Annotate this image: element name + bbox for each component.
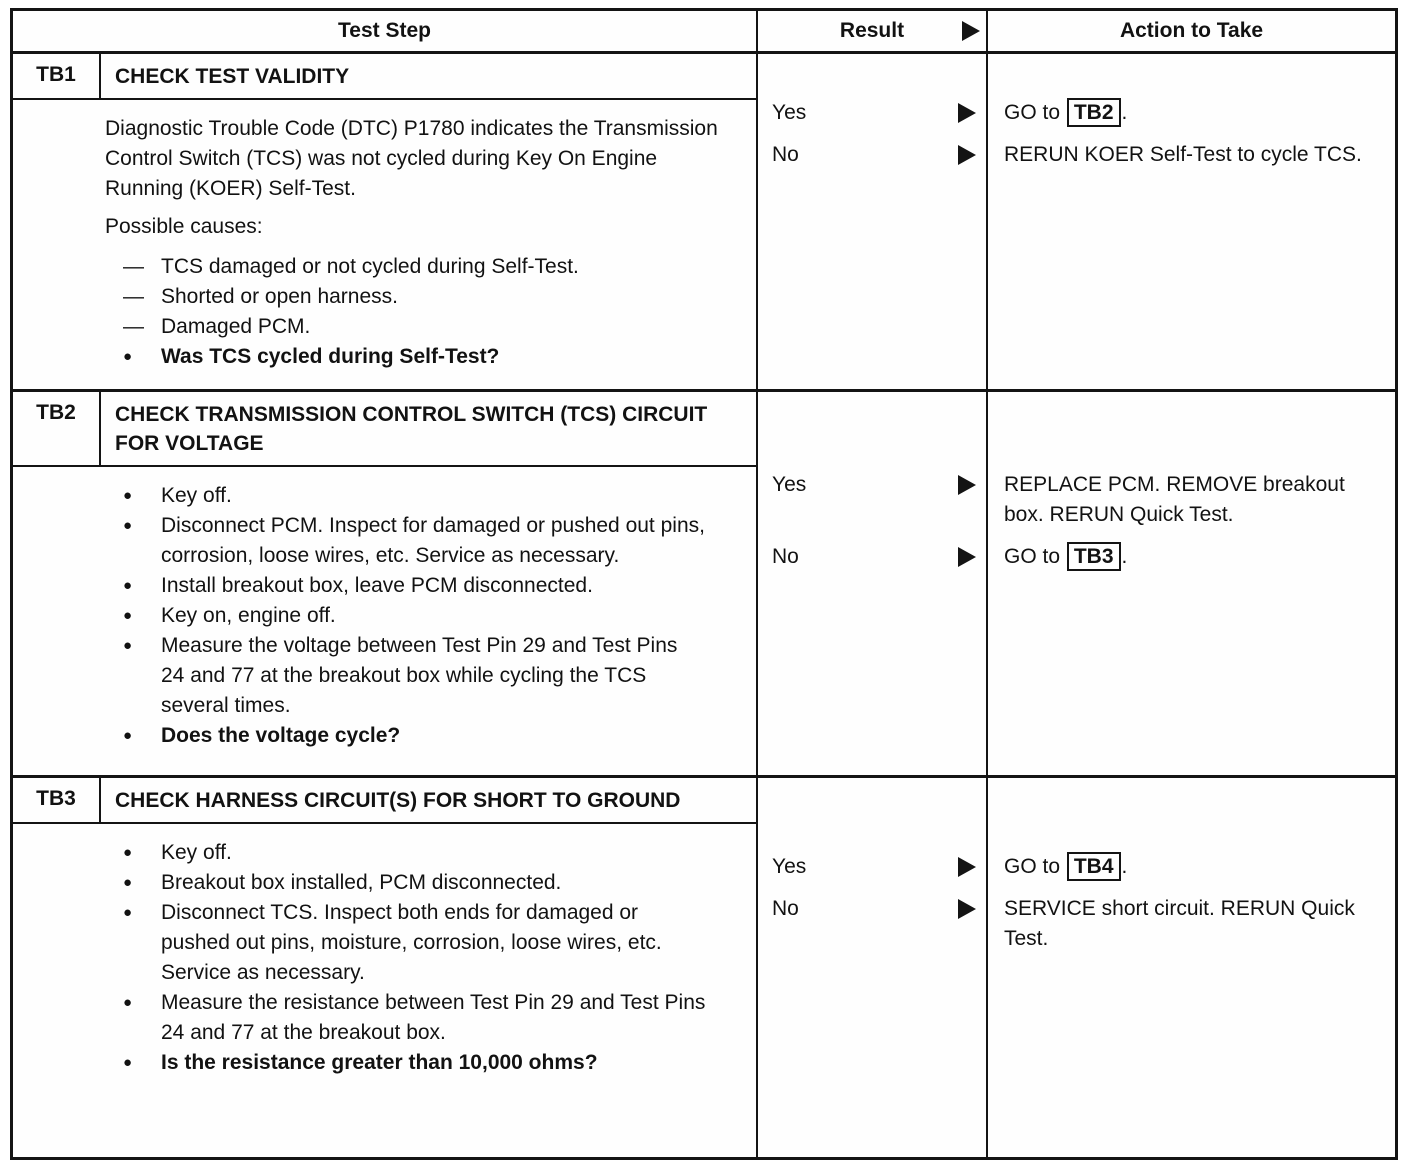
result-yes <box>758 98 988 128</box>
bullet-icon: ● <box>123 904 133 921</box>
pinpoint-test-table <box>10 8 1398 1160</box>
action-no: RERUN KOER Self-Test to cycle TCS. <box>1004 143 1362 166</box>
possible-causes-label: Possible causes: <box>105 215 263 238</box>
result-arrow-icon <box>958 547 976 567</box>
action-yes: GO to TB4 . <box>988 852 1388 882</box>
test-step-cell <box>13 778 758 1159</box>
test-step-body <box>13 824 756 1092</box>
procedure-list <box>105 838 740 1078</box>
test-question: ● Was TCS cycled during Self-Test? <box>105 342 740 372</box>
test-row-tb2 <box>13 392 1395 778</box>
list-item: — Damaged PCM. <box>105 312 740 342</box>
test-step-cell <box>13 392 758 775</box>
test-question: ● Is the resistance greater than 10,000 ohms? <box>105 1048 740 1078</box>
result-label: No <box>772 545 799 568</box>
test-title: CHECK TRANSMISSION CONTROL SWITCH (TCS) CIRCUIT FOR VOLTAGE <box>115 403 708 455</box>
table-header-row <box>13 11 1395 54</box>
test-step-body <box>13 100 756 386</box>
action-yes: REPLACE PCM. REMOVE breakout box. RERUN Quick Test. <box>1004 473 1345 526</box>
test-step-body <box>13 467 756 765</box>
action-yes: GO to TB2 . <box>988 98 1388 128</box>
test-id: TB1 <box>13 54 101 98</box>
column-header-test-step: Test Step <box>13 11 758 51</box>
list-item: ● Install breakout box, leave PCM disconnected. <box>105 571 740 601</box>
test-id: TB2 <box>13 392 101 465</box>
result-arrow-icon <box>958 475 976 495</box>
bullet-icon: ● <box>123 994 133 1011</box>
result-label: Yes <box>772 473 807 496</box>
bullet-icon: ● <box>123 607 133 624</box>
list-item: ● Key off. <box>105 838 740 868</box>
column-divider <box>986 54 988 389</box>
result-arrow-icon <box>958 899 976 919</box>
column-header-action: Action to Take <box>1119 19 1264 42</box>
test-id: TB3 <box>13 778 101 822</box>
bullet-icon: ● <box>123 487 133 504</box>
result-action-cell <box>758 778 1395 1159</box>
test-step-header <box>13 778 756 824</box>
result-label: No <box>772 897 799 920</box>
possible-causes-list <box>105 252 740 372</box>
list-item: ● Key on, engine off. <box>105 601 740 631</box>
bullet-icon: ● <box>123 874 133 891</box>
list-item: — TCS damaged or not cycled during Self-Test. <box>105 252 740 282</box>
list-item: ● Measure the resistance between Test Pin 29 and Test Pins 24 and 77 at the breakout box. <box>105 988 740 1048</box>
list-item: ● Measure the voltage between Test Pin 29 and Test Pins 24 and 77 at the breakout box while cycling the TCS several times. <box>105 631 740 721</box>
test-step-header <box>13 392 756 467</box>
test-row-tb3 <box>13 778 1395 1159</box>
result-no <box>758 894 988 924</box>
result-arrow-icon <box>958 857 976 877</box>
result-yes <box>758 470 988 500</box>
test-title: CHECK TEST VALIDITY <box>115 65 350 88</box>
test-reference-box: TB2 <box>1067 98 1121 127</box>
list-item: ● Disconnect TCS. Inspect both ends for damaged or pushed out pins, moisture, corrosion, loose wires, etc. Service as necessary. <box>105 898 740 988</box>
result-action-cell <box>758 392 1395 775</box>
result-header-label: Result <box>839 19 905 42</box>
bullet-icon: ● <box>123 727 133 744</box>
test-reference-box: TB3 <box>1067 542 1121 571</box>
result-arrow-icon <box>962 21 980 41</box>
result-yes <box>758 852 988 882</box>
bullet-icon: ● <box>123 637 133 654</box>
list-item: — Shorted or open harness. <box>105 282 740 312</box>
dash-icon: — <box>123 255 144 278</box>
result-no <box>758 542 988 572</box>
bullet-icon: ● <box>123 844 133 861</box>
bullet-icon: ● <box>123 577 133 594</box>
column-divider <box>986 778 988 1159</box>
result-action-cell <box>758 54 1395 389</box>
test-question: ● Does the voltage cycle? <box>105 721 740 751</box>
column-header-result <box>758 11 988 51</box>
result-arrow-icon <box>958 145 976 165</box>
column-divider <box>986 392 988 775</box>
procedure-list <box>105 481 740 751</box>
test-reference-box: TB4 <box>1067 852 1121 881</box>
bullet-icon: ● <box>123 517 133 534</box>
result-arrow-icon <box>958 103 976 123</box>
test-step-cell <box>13 54 758 389</box>
action-no: GO to TB3 . <box>988 542 1388 572</box>
result-label: No <box>772 143 799 166</box>
dash-icon: — <box>123 315 144 338</box>
test-title: CHECK HARNESS CIRCUIT(S) FOR SHORT TO GROUND <box>115 789 681 812</box>
list-item: ● Key off. <box>105 481 740 511</box>
test-description: Diagnostic Trouble Code (DTC) P1780 indicates the Transmission Control Switch (TCS) was not cycled during Key On Engine Running (KOER) Self-Test. <box>105 117 718 200</box>
list-item: ● Disconnect PCM. Inspect for damaged or pushed out pins, corrosion, loose wires, etc. Service as necessary. <box>105 511 740 571</box>
list-item: ● Breakout box installed, PCM disconnected. <box>105 868 740 898</box>
result-label: Yes <box>772 855 807 878</box>
test-row-tb1 <box>13 54 1395 392</box>
dash-icon: — <box>123 285 144 308</box>
result-no <box>758 140 988 170</box>
bullet-icon: ● <box>123 1054 133 1071</box>
bullet-icon: ● <box>123 348 133 365</box>
action-no: SERVICE short circuit. RERUN Quick Test. <box>1004 897 1355 950</box>
result-label: Yes <box>772 101 807 124</box>
test-step-header <box>13 54 756 100</box>
